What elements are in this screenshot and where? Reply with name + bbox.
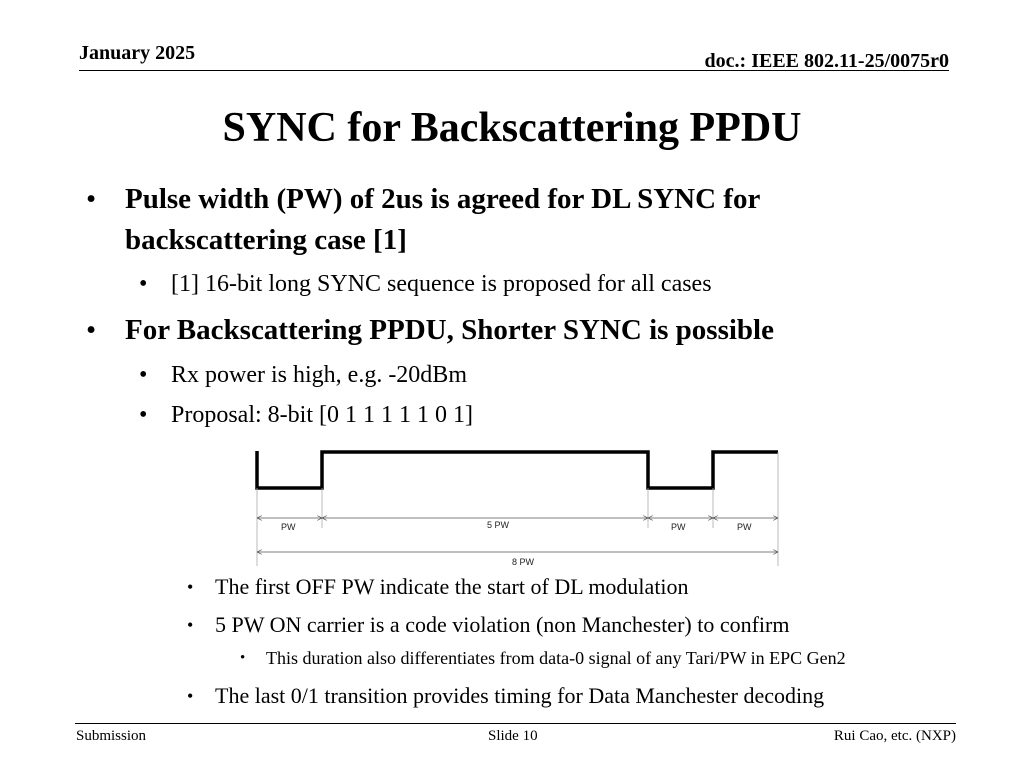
bullet-marker: • — [187, 686, 194, 706]
bullet-1 — [86, 179, 925, 261]
footer-submission: Submission — [76, 728, 147, 744]
bullet-1-sub-text: [1] 16-bit long SYNC sequence is proposed for all cases — [171, 271, 712, 297]
bullet-2-sub-2-text: Proposal: 8-bit [0 1 1 1 1 1 0 1] — [171, 402, 473, 428]
footer-divider — [75, 723, 956, 724]
label-8pw: 8 PW — [512, 557, 535, 567]
note-2-sub — [240, 646, 1016, 670]
header-date: January 2025 — [79, 42, 196, 64]
bullet-2-text: For Backscattering PPDU, Shorter SYNC is possible — [125, 314, 774, 346]
label-pw-2: PW — [671, 522, 686, 532]
pw-guides — [257, 452, 778, 566]
bullet-2-sub-1 — [139, 360, 931, 390]
note-1-text: The first OFF PW indicate the start of DL modulation — [215, 574, 689, 599]
bullet-marker: • — [86, 183, 97, 215]
bullet-2-sub-1-text: Rx power is high, e.g. -20dBm — [171, 362, 467, 388]
note-3 — [187, 682, 995, 710]
bullet-marker: • — [187, 577, 194, 597]
note-3-text: The last 0/1 transition provides timing for Data Manchester decoding — [215, 683, 825, 708]
bullet-marker: • — [139, 271, 148, 297]
sync-waveform-diagram — [250, 446, 784, 570]
bullet-marker: • — [187, 615, 194, 635]
bullet-1-text: Pulse width (PW) of 2us is agreed for DL SYNC for backscattering case [1] — [125, 183, 760, 256]
bullet-1-sub — [139, 269, 931, 299]
note-1 — [187, 573, 995, 601]
sync-waveform-line — [257, 451, 778, 488]
note-2-text: 5 PW ON carrier is a code violation (non Manchester) to confirm — [215, 612, 790, 637]
label-pw-3: PW — [737, 522, 752, 532]
bullet-marker: • — [139, 402, 148, 428]
bullet-marker: • — [240, 650, 246, 666]
label-5pw: 5 PW — [487, 520, 510, 530]
bullet-marker: • — [86, 314, 97, 346]
pw-dimension-arrows — [257, 518, 778, 552]
bullet-2 — [86, 310, 955, 351]
header-doc-id: doc.: IEEE 802.11-25/0075r0 — [704, 50, 949, 72]
bullet-2-sub-2 — [139, 400, 931, 430]
note-2 — [187, 611, 995, 639]
footer-author: Rui Cao, etc. (NXP) — [833, 728, 956, 744]
note-2-sub-text: This duration also differentiates from data-0 signal of any Tari/PW in EPC Gen2 — [266, 648, 846, 668]
footer-slide-number: Slide 10 — [488, 728, 538, 744]
slide-title: SYNC for Backscattering PPDU — [222, 105, 802, 151]
header-divider — [79, 70, 949, 71]
label-pw-1: PW — [281, 522, 296, 532]
bullet-marker: • — [139, 362, 148, 388]
